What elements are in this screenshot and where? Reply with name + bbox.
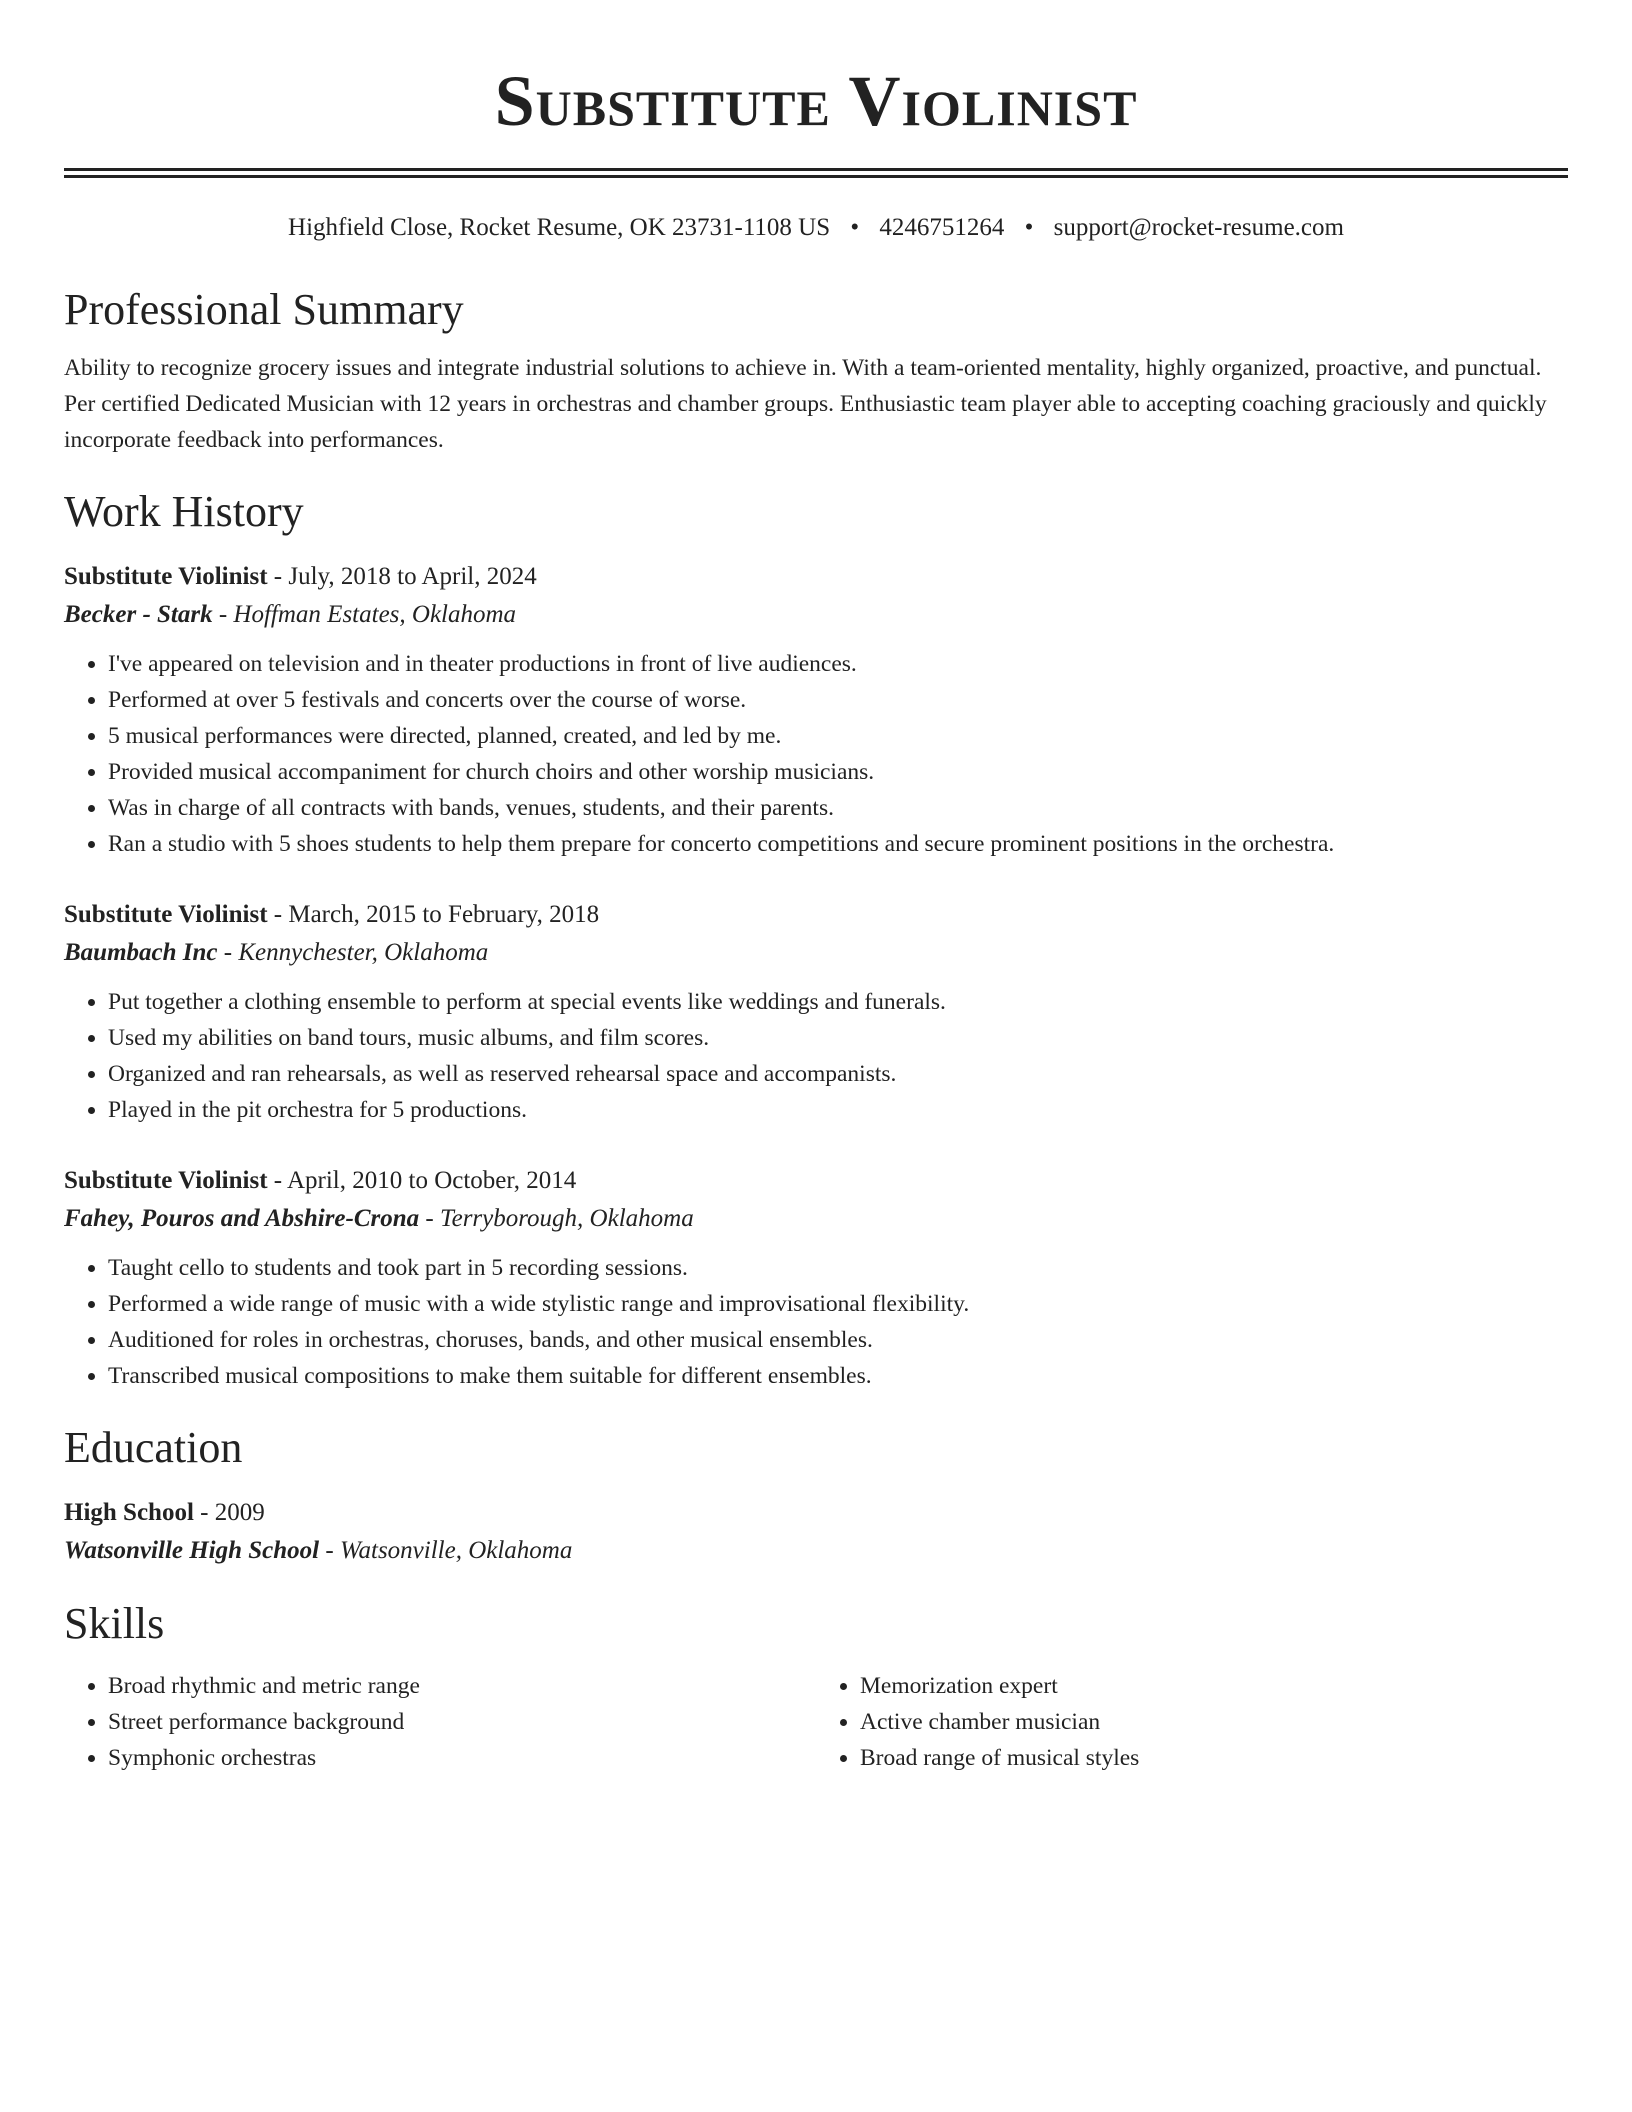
job-company: Baumbach Inc	[64, 939, 218, 966]
job-bullets	[64, 984, 1568, 1128]
education-school: Watsonville High School	[64, 1537, 320, 1564]
job-bullet: • Taught cello to students and took part in 5 recording sessions.	[108, 1250, 1568, 1286]
job-location: - Kennychester, Oklahoma	[217, 939, 489, 966]
contact-email: support@rocket-resume.com	[1053, 214, 1344, 241]
job-company-line	[64, 1200, 1568, 1238]
education-degree-line	[64, 1494, 1568, 1532]
skill-item: • Broad range of musical styles	[860, 1740, 1568, 1776]
job-entry	[64, 558, 1568, 862]
skill-item: • Active chamber musician	[860, 1704, 1568, 1740]
job-location: - Terryborough, Oklahoma	[419, 1205, 694, 1232]
job-bullet: • Performed a wide range of music with a wide stylistic range and improvisational flexibility.	[108, 1286, 1568, 1322]
job-bullet: • Provided musical accompaniment for church choirs and other worship musicians.	[108, 754, 1568, 790]
skill-item: • Street performance background	[108, 1704, 816, 1740]
job-company: Becker - Stark	[64, 601, 213, 628]
summary-text: Ability to recognize grocery issues and integrate industrial solutions to achieve in. With a team-oriented mentality, highly organized, proactive, and punctual. Per certified Dedicated Musician with 12 years in orchestras and chamber groups. Enthusiastic team player able to accepting coaching graciously and quickly incorporate feedback into performances.	[64, 355, 1547, 453]
job-bullets	[64, 1250, 1568, 1394]
skills-columns	[64, 1668, 1568, 1776]
job-bullet: • Ran a studio with 5 shoes students to help them prepare for concerto competitions and secure prominent positions in the orchestra.	[108, 826, 1568, 862]
job-bullet: • Auditioned for roles in orchestras, choruses, bands, and other musical ensembles.	[108, 1322, 1568, 1358]
job-bullet: • Put together a clothing ensemble to perform at special events like weddings and funerals.	[108, 984, 1568, 1020]
job-bullet: • I've appeared on television and in theater productions in front of live audiences.	[108, 646, 1568, 682]
contact-separator: •	[850, 214, 860, 241]
work-history-heading: Work History	[64, 487, 304, 536]
job-title-line	[64, 896, 1568, 934]
job-dates: - April, 2010 to October, 2014	[267, 1167, 577, 1194]
skills-list	[64, 1668, 816, 1776]
job-role: Substitute Violinist	[64, 563, 268, 590]
job-bullet: • Transcribed musical compositions to make them suitable for different ensembles.	[108, 1358, 1568, 1394]
job-bullet: • Organized and ran rehearsals, as well as reserved rehearsal space and accompanists.	[108, 1056, 1568, 1092]
education-year: - 2009	[193, 1499, 265, 1526]
job-role: Substitute Violinist	[64, 901, 268, 928]
job-dates: - March, 2015 to February, 2018	[267, 901, 600, 928]
job-entry	[64, 1162, 1568, 1394]
contact-separator: •	[1024, 214, 1034, 241]
header-double-rule	[64, 168, 1568, 178]
job-bullets	[64, 646, 1568, 862]
summary-heading: Professional Summary	[64, 285, 464, 334]
education-location: - Watsonville, Oklahoma	[319, 1537, 573, 1564]
resume-title: Substitute Violinist	[494, 61, 1138, 141]
job-bullet: • Used my abilities on band tours, music albums, and film scores.	[108, 1020, 1568, 1056]
job-title-line	[64, 1162, 1568, 1200]
job-bullet: • Was in charge of all contracts with bands, venues, students, and their parents.	[108, 790, 1568, 826]
job-bullet: • Played in the pit orchestra for 5 productions.	[108, 1092, 1568, 1128]
job-location: - Hoffman Estates, Oklahoma	[212, 601, 517, 628]
skills-column-right	[816, 1668, 1568, 1776]
skill-item: • Symphonic orchestras	[108, 1740, 816, 1776]
job-dates: - July, 2018 to April, 2024	[267, 563, 537, 590]
contact-line	[64, 212, 1568, 244]
skill-item: • Broad rhythmic and metric range	[108, 1668, 816, 1704]
job-bullet: • Performed at over 5 festivals and concerts over the course of worse.	[108, 682, 1568, 718]
skill-item: • Memorization expert	[860, 1668, 1568, 1704]
education-degree: High School	[64, 1499, 194, 1526]
skills-list	[816, 1668, 1568, 1776]
education-heading: Education	[64, 1423, 243, 1472]
education-entry	[64, 1494, 1568, 1570]
skills-heading: Skills	[64, 1599, 165, 1648]
job-company-line	[64, 934, 1568, 972]
skills-column-left	[64, 1668, 816, 1776]
job-company: Fahey, Pouros and Abshire-Crona	[64, 1205, 420, 1232]
job-entry	[64, 896, 1568, 1128]
contact-address: Highfield Close, Rocket Resume, OK 23731-1108 US	[288, 214, 831, 241]
job-bullet: • 5 musical performances were directed, planned, created, and led by me.	[108, 718, 1568, 754]
job-title-line	[64, 558, 1568, 596]
job-role: Substitute Violinist	[64, 1167, 268, 1194]
education-school-line	[64, 1532, 1568, 1570]
contact-phone: 4246751264	[879, 214, 1005, 241]
job-company-line	[64, 596, 1568, 634]
